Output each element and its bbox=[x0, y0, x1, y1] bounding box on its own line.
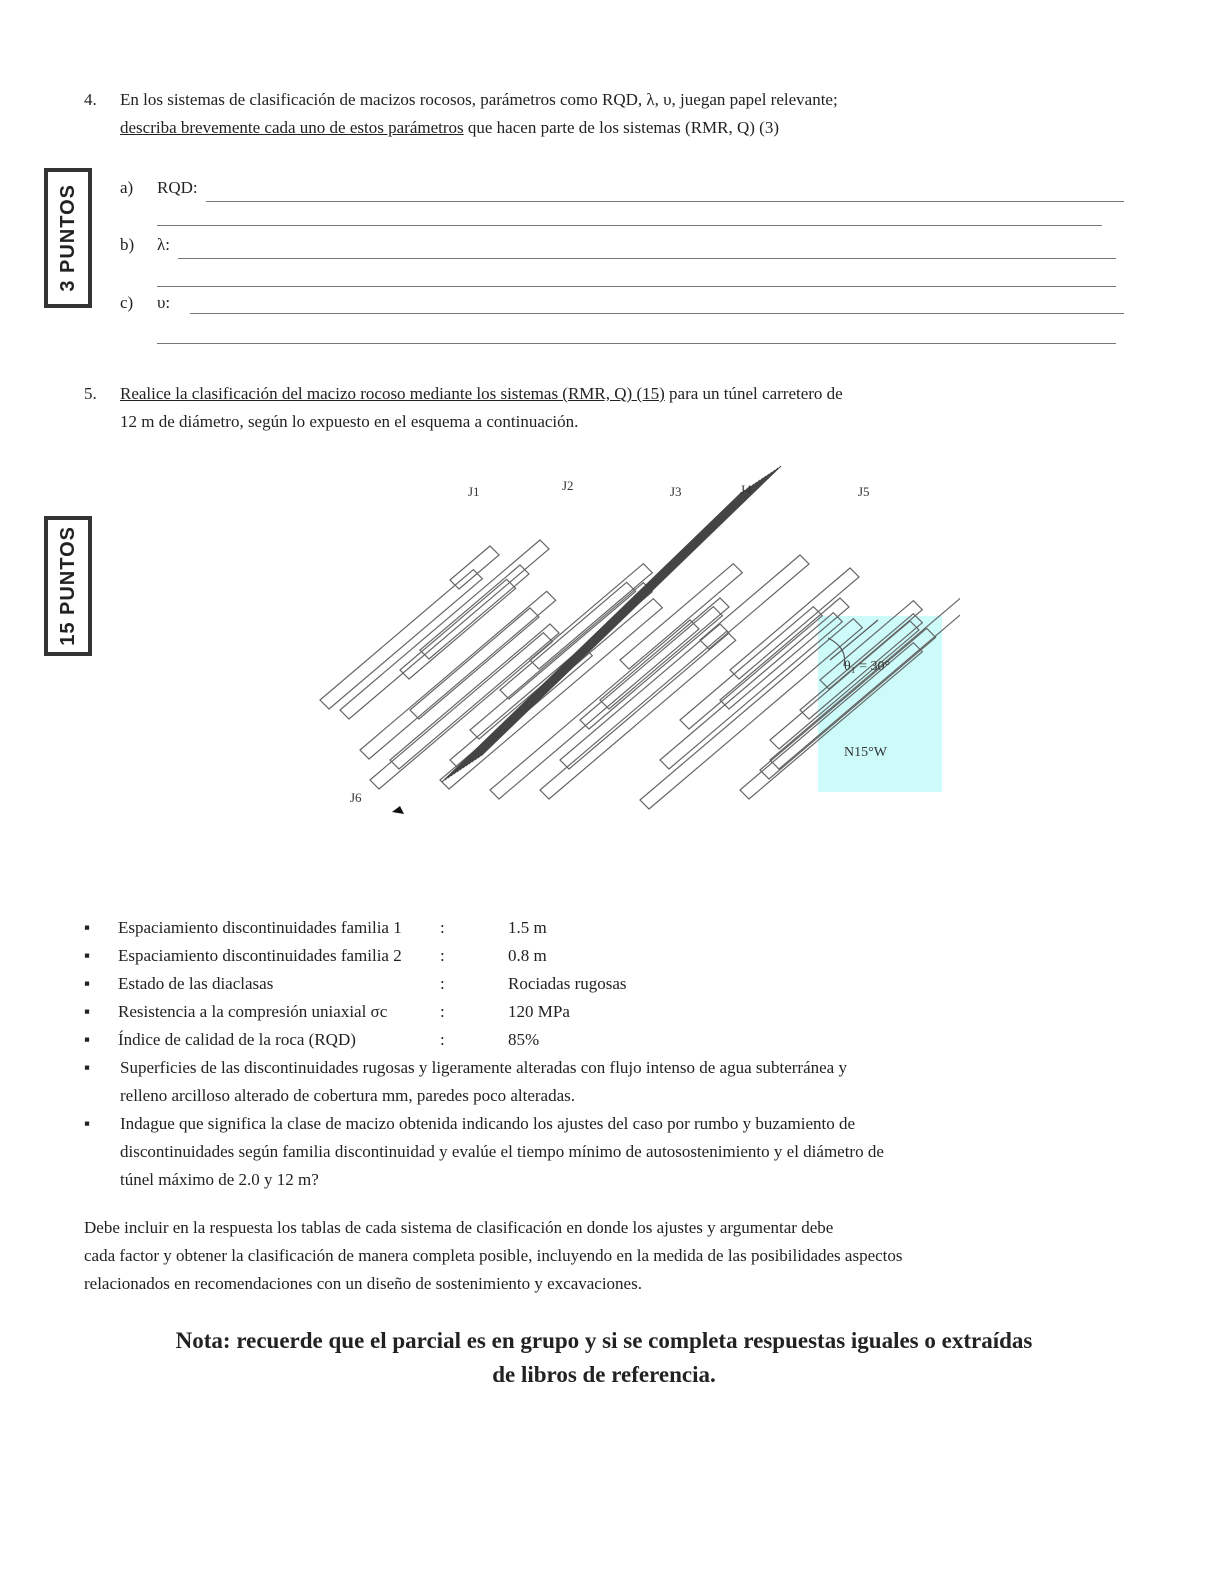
score-box-question-5 bbox=[44, 516, 92, 656]
parameter-colon: : bbox=[440, 1030, 445, 1049]
parameter-name: Espaciamiento discontinuidades familia 2 bbox=[118, 946, 402, 965]
question-4-text bbox=[120, 86, 1124, 142]
joint-slab bbox=[360, 591, 556, 759]
question-4-line-1: En los sistemas de clasificación de macizos rocosos, parámetros como RQD, λ, υ, juegan papel relevante; bbox=[120, 90, 838, 109]
parameter-row bbox=[84, 970, 704, 998]
answer-a-line-2[interactable] bbox=[157, 225, 1102, 226]
answer-a-term: RQD: bbox=[157, 178, 198, 197]
parameter-name: Resistencia a la compresión uniaxial σc bbox=[118, 1002, 388, 1021]
parameter-value: 120 MPa bbox=[508, 1002, 570, 1021]
group-work-notice bbox=[84, 1324, 1124, 1392]
dense-joint-line bbox=[463, 478, 763, 768]
answer-c-line-2[interactable] bbox=[157, 343, 1116, 344]
dip-angle-label: θ₁ = 30° bbox=[844, 659, 891, 674]
joint-slab bbox=[320, 570, 482, 709]
joint-slab bbox=[580, 607, 722, 729]
dense-joint-line bbox=[451, 486, 751, 776]
dense-joint-line bbox=[454, 484, 754, 774]
question-5-underlined: Realice la clasificación del macizo rocoso mediante los sistemas (RMR, Q) (15) bbox=[120, 384, 665, 403]
parameter-colon: : bbox=[440, 974, 445, 993]
parameter-row bbox=[84, 998, 704, 1026]
extra-bullet-2-line-1: Indague que significa la clase de macizo obtenida indicando los ajustes del caso por rumbo y buzamiento de bbox=[120, 1114, 856, 1133]
joint-sets-diagram bbox=[300, 460, 960, 830]
parameter-name: Espaciamiento discontinuidades familia 1 bbox=[118, 918, 402, 937]
joint-slab bbox=[700, 555, 809, 649]
answer-a-line-1[interactable] bbox=[206, 201, 1124, 202]
parameter-value: Rociadas rugosas bbox=[508, 974, 627, 993]
parameter-row bbox=[84, 942, 704, 970]
parameter-bullet: ▪ bbox=[84, 918, 91, 937]
extra-bullet-2-line-3: túnel máximo de 2.0 y 12 m? bbox=[120, 1170, 319, 1189]
extra-bullet-2-line-2: discontinuidades según familia discontinuidad y evalúe el tiempo mínimo de autosostenimiento y el diámetro de bbox=[120, 1142, 884, 1161]
extra-bullet-1-line-2: relleno arcilloso alterado de cobertura mm, paredes poco alteradas. bbox=[120, 1086, 576, 1105]
answer-b-line-1[interactable] bbox=[178, 258, 1116, 259]
parameter-row bbox=[84, 1026, 704, 1054]
answer-c-term: υ: bbox=[157, 293, 171, 312]
score-box-question-5-label: 15 PUNTOS bbox=[56, 526, 79, 646]
parameter-bullet: ▪ bbox=[84, 946, 91, 965]
question-5-text bbox=[120, 380, 1124, 436]
score-box-question-4-label: 3 PUNTOS bbox=[56, 184, 79, 292]
answer-a-label: a) bbox=[120, 178, 134, 197]
notice-line-1: Nota: recuerde que el parcial es en grupo y si se completa respuestas iguales o extraídas bbox=[175, 1328, 1033, 1353]
extra-bullet-2-text bbox=[120, 1110, 1124, 1194]
parameter-bullet: ▪ bbox=[84, 974, 91, 993]
joint-label-j1: J1 bbox=[468, 484, 480, 499]
joint-slab bbox=[530, 564, 652, 669]
parameter-colon: : bbox=[440, 1002, 445, 1021]
question-5-line-1-rest: para un túnel carretero de bbox=[664, 384, 843, 403]
north-arrow-icon bbox=[392, 806, 404, 814]
joint-label-j5: J5 bbox=[858, 484, 870, 499]
answer-b-term: λ: bbox=[157, 235, 170, 254]
parameter-name: Índice de calidad de la roca (RQD) bbox=[118, 1030, 356, 1049]
joint-label-j4: J4 bbox=[740, 482, 752, 497]
parameter-colon: : bbox=[440, 918, 445, 937]
parameter-value: 1.5 m bbox=[508, 918, 547, 937]
dense-joint-line bbox=[460, 480, 760, 770]
joint-label-j6: J6 bbox=[350, 790, 362, 805]
joint-slab bbox=[410, 608, 539, 719]
closing-line-1: Debe incluir en la respuesta los tablas de cada sistema de clasificación en donde los ajustes y argumentar debe bbox=[84, 1218, 834, 1237]
parameter-row bbox=[84, 914, 704, 942]
question-5-line-2: 12 m de diámetro, según lo expuesto en el esquema a continuación. bbox=[120, 412, 579, 431]
parameter-colon: : bbox=[440, 946, 445, 965]
closing-paragraph bbox=[84, 1214, 1124, 1298]
extra-bullet-2-mark: ▪ bbox=[84, 1114, 91, 1133]
parameter-name: Estado de las diaclasas bbox=[118, 974, 274, 993]
parameter-bullet: ▪ bbox=[84, 1002, 91, 1021]
question-4-line-2 bbox=[120, 114, 1124, 142]
parameter-bullet: ▪ bbox=[84, 1030, 91, 1049]
parameter-value: 85% bbox=[508, 1030, 540, 1049]
extra-bullet-1-mark: ▪ bbox=[84, 1058, 91, 1077]
joint-slab bbox=[540, 631, 736, 799]
question-5-line-1 bbox=[120, 380, 1124, 408]
closing-line-3: relacionados en recomendaciones con un diseño de sostenimiento y excavaciones. bbox=[84, 1274, 642, 1293]
question-4-underlined: describa brevemente cada uno de estos parámetros bbox=[120, 118, 464, 137]
joint-slab bbox=[400, 579, 516, 679]
score-box-question-4 bbox=[44, 168, 92, 308]
question-5-number: 5. bbox=[84, 384, 97, 403]
extra-bullet-1-text bbox=[120, 1054, 1124, 1110]
dense-joint-line bbox=[457, 482, 757, 772]
joint-slab bbox=[620, 564, 742, 669]
answer-b-line-2[interactable] bbox=[157, 286, 1116, 287]
dense-joint-band bbox=[442, 466, 781, 782]
answer-b-label: b) bbox=[120, 235, 135, 254]
dip-direction-label: N15°W bbox=[844, 745, 887, 760]
joint-label-j3: J3 bbox=[670, 484, 682, 499]
answer-c-label: c) bbox=[120, 293, 134, 312]
notice-line-2: de libros de referencia. bbox=[492, 1362, 716, 1387]
question-4-number: 4. bbox=[84, 90, 97, 109]
joint-slab bbox=[500, 582, 636, 699]
joint-label-j2: J2 bbox=[562, 478, 574, 493]
extra-bullet-1-line-1: Superficies de las discontinuidades rugosas y ligeramente alteradas con flujo intenso de agua subterránea y bbox=[120, 1058, 847, 1077]
closing-line-2: cada factor y obtener la clasificación de manera completa posible, incluyendo en la medida de las posibilidades aspectos bbox=[84, 1246, 903, 1265]
parameter-value: 0.8 m bbox=[508, 946, 547, 965]
dense-joint-line bbox=[448, 488, 748, 778]
question-4-line-2-rest: que hacen parte de los sistemas (RMR, Q) (3) bbox=[463, 118, 780, 137]
answer-c-line-1[interactable] bbox=[190, 313, 1124, 314]
